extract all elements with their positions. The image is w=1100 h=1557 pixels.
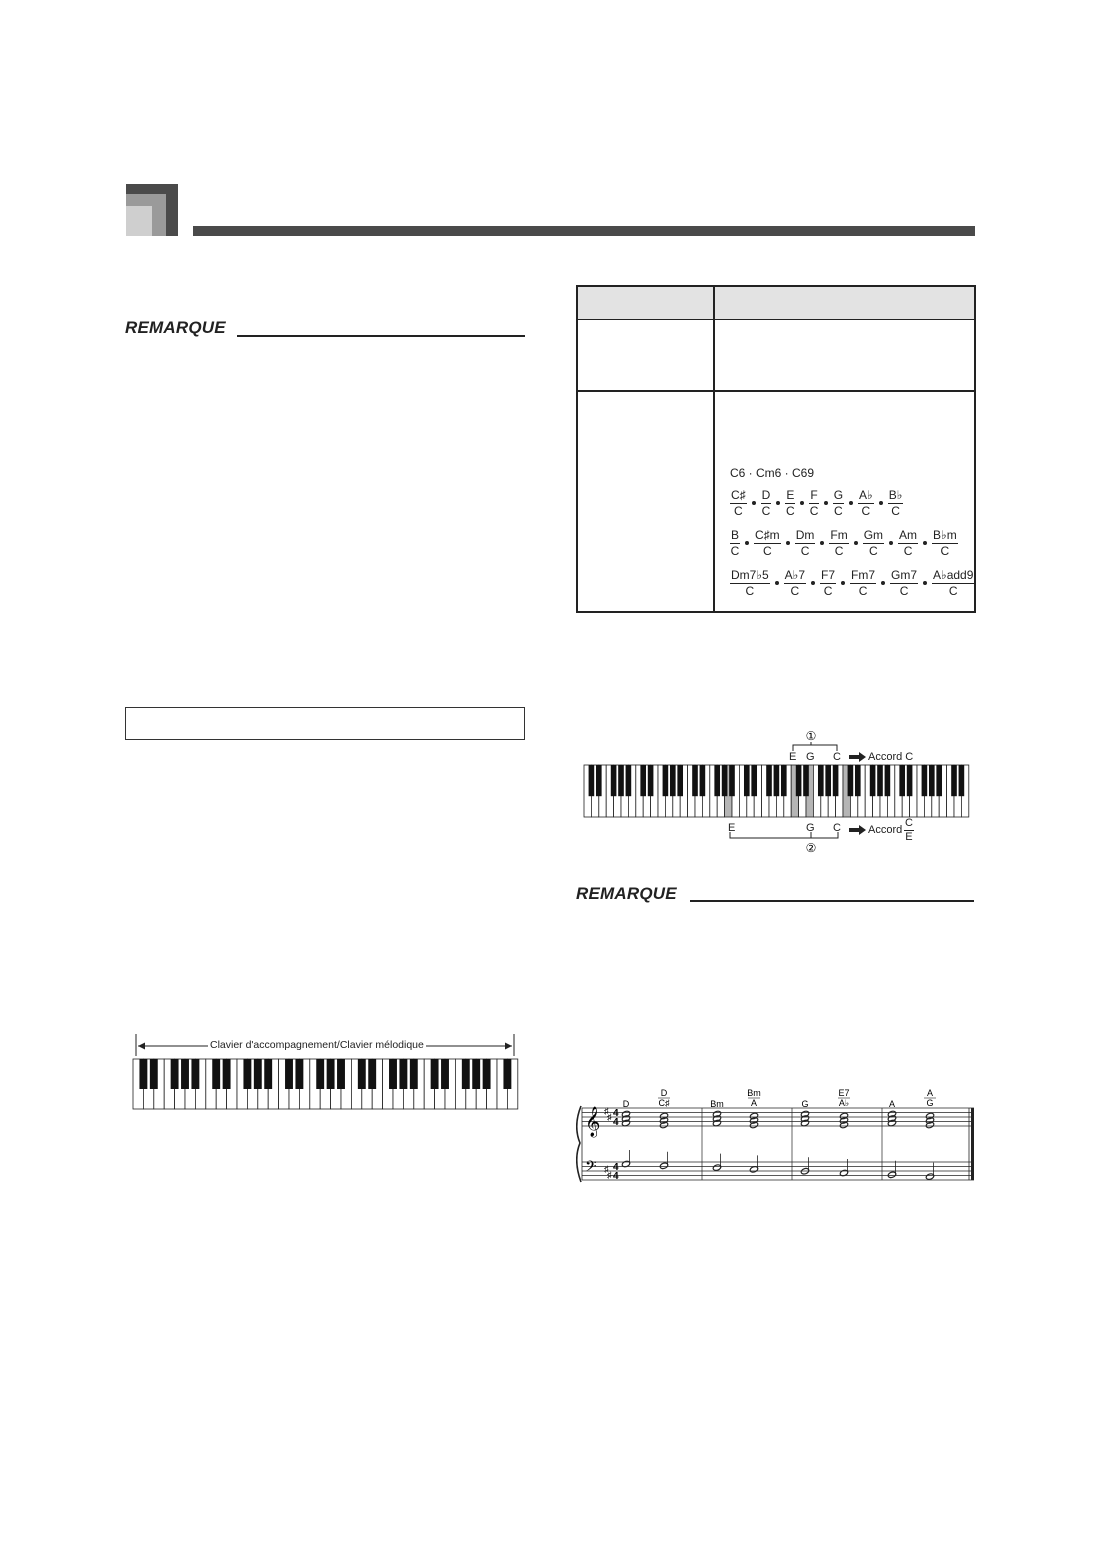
chord-fraction: $\frac{D}{C}$ <box>761 488 771 518</box>
chord-fraction: $\frac{Gm}{C}$ <box>863 528 884 558</box>
black-key <box>677 765 683 796</box>
svg-text:♯: ♯ <box>604 1164 609 1174</box>
black-key <box>243 1059 251 1089</box>
svg-text:4: 4 <box>613 1171 619 1182</box>
chord-fraction: $\frac{C♯m}{C}$ <box>755 528 780 558</box>
black-key <box>596 765 602 796</box>
black-key <box>285 1059 293 1089</box>
chord-keyboard-diagram <box>560 720 980 860</box>
circle-2-label: ② <box>805 841 817 855</box>
black-key <box>254 1059 262 1089</box>
black-key <box>150 1059 158 1089</box>
svg-text:4: 4 <box>613 1162 619 1173</box>
black-key <box>796 765 802 796</box>
header-bar <box>193 226 975 236</box>
black-key <box>825 765 831 796</box>
keyboard-caption: Clavier d'accompagnement/Clavier mélodique <box>210 1039 424 1051</box>
black-key <box>316 1059 324 1089</box>
chord-fraction: $\frac{Am}{C}$ <box>899 528 918 558</box>
chord-fraction: $\frac{Fm7}{C}$ <box>851 568 876 598</box>
black-key <box>648 765 654 796</box>
svg-text:♯: ♯ <box>604 1106 609 1116</box>
black-key <box>751 765 757 796</box>
black-key <box>729 765 735 796</box>
chord-fraction: $\frac{A♭7}{C}$ <box>784 568 806 598</box>
chord-fraction: $\frac{Dm}{C}$ <box>795 528 815 558</box>
black-key <box>774 765 780 796</box>
black-key <box>618 765 624 796</box>
score-staves <box>577 1088 974 1182</box>
black-key <box>503 1059 511 1089</box>
black-key <box>803 765 809 796</box>
chord-fraction: $\frac{B♭m}{C}$ <box>933 528 957 558</box>
black-key <box>922 765 928 796</box>
chord-fraction: $\frac{E}{C}$ <box>786 488 795 518</box>
chord-fraction: $\frac{G}{C}$ <box>833 488 844 518</box>
bottom-note-e: E <box>728 822 736 834</box>
score-chord-num: Bm <box>747 1088 761 1098</box>
bottom-note-g: G <box>806 822 815 834</box>
accord-prefix: Accord <box>868 824 903 836</box>
score-chord-num: A <box>926 1088 934 1098</box>
black-key <box>714 765 720 796</box>
bottom-note-c: C <box>833 822 841 834</box>
black-key <box>171 1059 179 1089</box>
black-key <box>959 765 965 796</box>
black-key <box>663 765 669 796</box>
black-key <box>907 765 913 796</box>
chord-fraction: $\frac{C♯}{C}$ <box>731 488 746 518</box>
black-key <box>389 1059 397 1089</box>
chord-fraction: $\frac{B♭}{C}$ <box>888 488 903 518</box>
black-key <box>483 1059 491 1089</box>
black-key <box>191 1059 199 1089</box>
keyboard-left <box>133 1059 518 1109</box>
black-key <box>368 1059 376 1089</box>
info-box <box>125 707 525 740</box>
black-key <box>929 765 935 796</box>
top-note-g: G <box>806 751 815 763</box>
black-key <box>337 1059 345 1089</box>
accord-c-label: Accord C <box>868 751 914 763</box>
black-key <box>766 765 772 796</box>
chord-fraction: $\frac{Fm}{C}$ <box>830 528 848 558</box>
chord-row-1 <box>730 489 903 517</box>
note-heading-right: REMARQUE <box>576 884 677 903</box>
svg-text:♯: ♯ <box>607 1170 612 1180</box>
black-key <box>181 1059 189 1089</box>
black-key <box>410 1059 418 1089</box>
chord-fraction: $\frac{F}{C}$ <box>809 488 819 518</box>
note-rule-right <box>690 900 974 902</box>
black-key <box>936 765 942 796</box>
chord-row-2 <box>730 529 958 557</box>
black-key <box>626 765 632 796</box>
chord-row-3 <box>730 569 974 597</box>
chord-table <box>576 285 976 613</box>
top-note-e: E <box>789 751 797 763</box>
black-key <box>399 1059 407 1089</box>
black-key <box>611 765 617 796</box>
black-key <box>833 765 839 796</box>
accord-c-e-fraction: $\frac{C}{E}$ <box>905 817 913 843</box>
black-key <box>722 765 728 796</box>
black-key <box>744 765 750 796</box>
black-key <box>441 1059 449 1089</box>
top-note-c: C <box>833 751 841 763</box>
black-key <box>264 1059 272 1089</box>
score-chord: G <box>801 1099 809 1109</box>
black-key <box>877 765 883 796</box>
chord-fraction: $\frac{F7}{C}$ <box>821 568 836 598</box>
circle-1-label: ① <box>805 729 817 743</box>
note-rule-left <box>237 335 525 337</box>
chord-fraction: $\frac{\text{A♭add9}}{C}$ <box>933 568 974 598</box>
score-chord-den: C♯ <box>658 1098 670 1108</box>
black-key <box>139 1059 147 1089</box>
bass-clef: 𝄢 <box>585 1158 597 1178</box>
black-key <box>781 765 787 796</box>
black-key <box>640 765 646 796</box>
black-key <box>212 1059 220 1089</box>
score-chord: D <box>622 1099 630 1109</box>
note-heading-left: REMARQUE <box>125 318 226 337</box>
black-key <box>818 765 824 796</box>
black-key <box>692 765 698 796</box>
treble-clef: 𝄞 <box>585 1106 601 1136</box>
black-key <box>855 765 861 796</box>
black-key <box>670 765 676 796</box>
keyboard-right <box>584 765 969 817</box>
black-key <box>295 1059 303 1089</box>
black-key <box>358 1059 366 1089</box>
black-key <box>700 765 706 796</box>
score-chord-den: G <box>926 1098 934 1108</box>
score-chord: A <box>888 1099 896 1109</box>
svg-text:♯: ♯ <box>607 1112 612 1122</box>
black-key <box>462 1059 470 1089</box>
chord-line-1: C6 · Cm6 · C69 <box>730 466 815 480</box>
corner-mark <box>126 184 178 236</box>
score-chord-den: A <box>750 1098 758 1108</box>
black-key <box>885 765 891 796</box>
chord-fraction: $\frac{Gm7}{C}$ <box>891 568 918 598</box>
black-key <box>472 1059 480 1089</box>
chord-fraction: $\frac{Dm7♭5}{C}$ <box>731 568 769 598</box>
music-score <box>576 1086 980 1194</box>
score-chord-den: A♭ <box>838 1098 850 1108</box>
score-chord-num: E7 <box>838 1088 850 1098</box>
table-header <box>578 287 974 320</box>
chord-fraction: $\frac{B}{C}$ <box>730 528 740 558</box>
black-key <box>899 765 905 796</box>
black-key <box>870 765 876 796</box>
black-key <box>589 765 595 796</box>
black-key <box>431 1059 439 1089</box>
svg-text:4: 4 <box>613 1108 619 1119</box>
black-key <box>223 1059 231 1089</box>
score-chord-num: D <box>660 1088 668 1098</box>
black-key <box>951 765 957 796</box>
black-key <box>848 765 854 796</box>
score-chord: Bm <box>710 1099 724 1109</box>
black-key <box>327 1059 335 1089</box>
chord-fraction: $\frac{A♭}{C}$ <box>859 488 873 518</box>
svg-text:4: 4 <box>613 1117 619 1128</box>
